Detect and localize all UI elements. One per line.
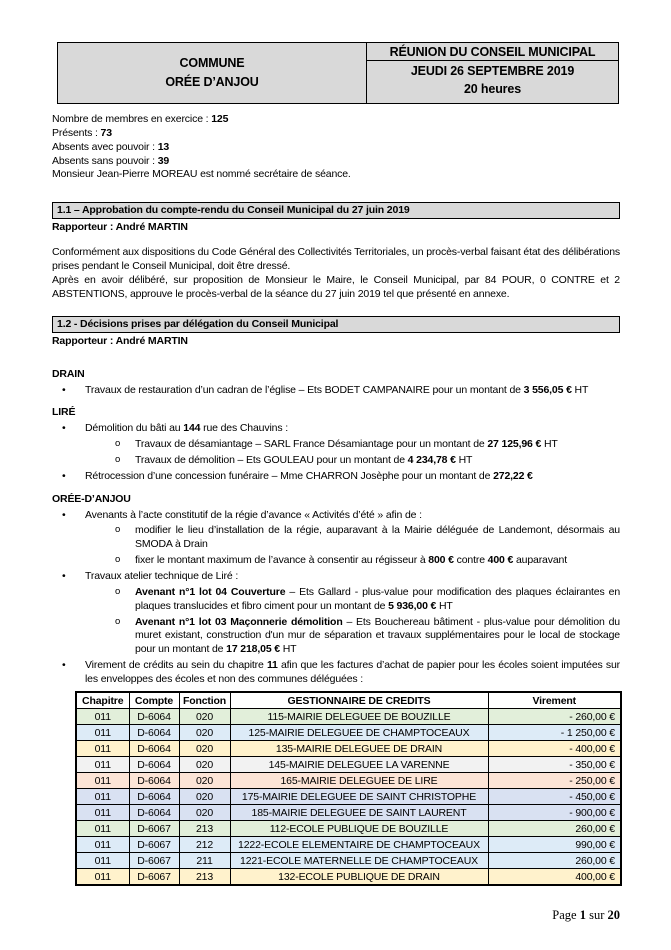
sub-bullet-item <box>52 554 620 568</box>
text-segment: fixer le montant maximum de l’avance à consentir au régisseur à <box>135 554 429 567</box>
text-segment: contre <box>453 554 488 567</box>
table-cell: 400,00 € <box>488 869 621 885</box>
text-segment: HT <box>436 599 453 612</box>
text-segment: Travaux de restauration d’un cadran de l’église – Ets BODET CAMPANAIRE pour un montant de <box>85 383 524 396</box>
text-segment: HT <box>571 383 589 396</box>
text-segment: afin que les factures d’achat de papier pour les écoles soient imputées sur les enveloppes des écoles et non des communes déléguées : <box>85 659 620 686</box>
table-cell: 011 <box>76 757 129 773</box>
table-cell: 990,00 € <box>488 837 621 853</box>
text-segment: rue des Chauvins : <box>200 422 288 435</box>
section-1-2-rapporteur: Rapporteur : André MARTIN <box>52 334 188 347</box>
sub-bullet-item <box>52 616 620 658</box>
text-segment: Présents : <box>52 126 101 139</box>
bullet-item <box>52 384 620 398</box>
bullet-marker: • <box>62 570 66 583</box>
bullet-text <box>135 586 620 614</box>
bullet-marker: o <box>115 454 121 466</box>
table-cell: 115-MAIRIE DELEGUEE DE BOUZILLE <box>230 709 488 725</box>
table-cell: 011 <box>76 805 129 821</box>
bullet-marker: o <box>115 438 121 450</box>
bullet-text <box>135 454 620 468</box>
bullet-item <box>52 570 620 584</box>
document-header <box>57 42 619 104</box>
table-row <box>76 725 621 741</box>
column-header: Virement <box>488 692 621 709</box>
table-cell: D-6067 <box>129 837 179 853</box>
text-bold-segment: 20 <box>607 908 620 922</box>
table-cell: 1222-ECOLE ELEMENTAIRE DE CHAMPTOCEAUX <box>230 837 488 853</box>
table-cell: 212 <box>179 837 230 853</box>
table-row <box>76 869 621 885</box>
text-bold-segment: Avenant n°1 lot 03 Maçonnerie démolition <box>135 615 343 628</box>
text-bold-segment: 73 <box>100 126 112 139</box>
text-segment: Travaux atelier technique de Liré : <box>85 570 239 583</box>
text-bold-segment: 11 <box>266 659 278 672</box>
bullet-marker: • <box>62 383 66 396</box>
attendance-block <box>52 113 620 182</box>
sub-bullet-item <box>52 454 620 468</box>
column-header: Chapitre <box>76 692 129 709</box>
table-row <box>76 805 621 821</box>
table-cell: D-6064 <box>129 773 179 789</box>
text-segment: Rétrocession d’une concession funéraire – Mme CHARRON Josèphe pour un montant de <box>85 469 494 482</box>
table-cell: - 250,00 € <box>488 773 621 789</box>
bullet-text <box>135 616 620 658</box>
section-1-1-title: 1.1 – Approbation du compte-rendu du Conseil Municipal du 27 juin 2019 <box>52 202 620 219</box>
text-segment: Nombre de membres en exercice : <box>52 113 212 125</box>
meeting-date: JEUDI 26 SEPTEMBRE 2019 <box>410 64 575 78</box>
meeting-time: 20 heures <box>463 82 522 97</box>
commune-group-heading: LIRÉ <box>52 406 76 419</box>
table-cell: D-6064 <box>129 789 179 805</box>
table-cell: - 350,00 € <box>488 757 621 773</box>
table-cell: 011 <box>76 725 129 741</box>
credits-table <box>75 691 622 886</box>
bullet-item <box>52 422 620 436</box>
meeting-header-box <box>367 42 619 104</box>
table-cell: D-6067 <box>129 869 179 885</box>
bullet-item <box>52 659 620 687</box>
table-cell: 1221-ECOLE MATERNELLE DE CHAMPTOCEAUX <box>230 853 488 869</box>
page-number <box>552 908 620 923</box>
bullet-text <box>135 438 620 452</box>
table-cell: 020 <box>179 773 230 789</box>
text-segment: Virement de crédits au sein du chapitre <box>85 659 267 672</box>
bullet-text <box>85 470 620 484</box>
table-cell: 020 <box>179 725 230 741</box>
bullet-text <box>85 659 620 687</box>
column-header: GESTIONNAIRE DE CREDITS <box>230 692 488 709</box>
sub-bullet-item <box>52 438 620 452</box>
text-bold-segment: 5 936,00 € <box>388 599 437 612</box>
text-segment: HT <box>541 438 558 451</box>
table-row <box>76 757 621 773</box>
table-row <box>76 837 621 853</box>
commune-label: COMMUNE <box>179 56 245 71</box>
table-cell: - 450,00 € <box>488 789 621 805</box>
text-bold-segment: Avenant n°1 lot 04 Couverture <box>135 585 286 598</box>
table-cell: 112-ECOLE PUBLIQUE DE BOUZILLE <box>230 821 488 837</box>
meeting-datetime <box>367 61 618 103</box>
column-header: Fonction <box>179 692 230 709</box>
bullet-marker: o <box>115 615 121 627</box>
commune-header-box <box>57 42 367 104</box>
text-segment: Absents sans pouvoir : <box>52 154 158 167</box>
bullet-marker: o <box>115 585 121 597</box>
table-cell: 145-MAIRIE DELEGUEE LA VARENNE <box>230 757 488 773</box>
section-1-2-title: 1.2 - Décisions prises par délégation du Conseil Municipal <box>52 316 620 333</box>
text-bold-segment: 400 € <box>487 554 514 567</box>
table-row <box>76 773 621 789</box>
table-cell: 020 <box>179 789 230 805</box>
text-segment: Monsieur Jean-Pierre MOREAU est nommé secrétaire de séance. <box>52 168 351 181</box>
text-bold-segment: 39 <box>157 154 170 167</box>
sub-bullet-item <box>52 586 620 614</box>
text-segment: HT <box>455 454 473 467</box>
table-row <box>76 741 621 757</box>
table-cell: D-6064 <box>129 741 179 757</box>
text-segment: – Ets Bouchereau bâtiment - plus-value pour démolition du muret existant, construction d'un mur de séparation et travaux supplémentaires pour le local de stockage pour un montant de <box>135 615 620 656</box>
text-bold-segment: 13 <box>157 140 170 153</box>
table-cell: 011 <box>76 709 129 725</box>
table-cell: 020 <box>179 709 230 725</box>
bullet-text <box>85 384 620 398</box>
table-cell: 132-ECOLE PUBLIQUE DE DRAIN <box>230 869 488 885</box>
bullet-marker: o <box>115 554 121 566</box>
table-cell: D-6067 <box>129 821 179 837</box>
commune-group-heading: DRAIN <box>52 367 85 380</box>
attendance-line <box>52 168 620 182</box>
text-segment: – Ets Gallard - plus-value pour modification des plaques éclairantes en plaques translucides et fibro ciment pour un montant de <box>135 585 621 612</box>
bullet-text <box>135 524 620 552</box>
table-cell: D-6067 <box>129 853 179 869</box>
table-cell: - 900,00 € <box>488 805 621 821</box>
attendance-line <box>52 127 620 141</box>
text-bold-segment: 144 <box>183 422 201 435</box>
text-segment: Démolition du bâti au <box>85 422 184 435</box>
table-cell: 011 <box>76 789 129 805</box>
bullet-item <box>52 470 620 484</box>
table-cell: 175-MAIRIE DELEGUEE DE SAINT CHRISTOPHE <box>230 789 488 805</box>
text-segment: Page <box>552 908 580 922</box>
table-cell: 135-MAIRIE DELEGUEE DE DRAIN <box>230 741 488 757</box>
text-bold-segment: 17 218,05 € <box>226 643 280 656</box>
table-cell: D-6064 <box>129 805 179 821</box>
table-cell: 260,00 € <box>488 853 621 869</box>
section-1-1-body <box>52 246 620 301</box>
table-cell: 011 <box>76 773 129 789</box>
commune-name: ORÉE D’ANJOU <box>165 75 259 89</box>
table-cell: D-6064 <box>129 757 179 773</box>
section-1-1-rapporteur: Rapporteur : André MARTIN <box>52 221 188 234</box>
table-cell: D-6064 <box>129 709 179 725</box>
table-row <box>76 789 621 805</box>
text-bold-segment: 800 € <box>428 554 454 567</box>
table-cell: 011 <box>76 741 129 757</box>
text-bold-segment: 4 234,78 € <box>407 454 456 467</box>
text-bold-segment: 1 <box>579 908 586 922</box>
attendance-line <box>52 113 620 127</box>
bullet-marker: • <box>62 422 66 435</box>
commune-group-heading: ORÉE-D’ANJOU <box>52 492 131 505</box>
text-segment: auparavant <box>513 554 567 567</box>
table-cell: 011 <box>76 821 129 837</box>
bullet-text <box>135 554 620 568</box>
table-cell: 020 <box>179 805 230 821</box>
bullet-marker: • <box>62 508 66 521</box>
text-bold-segment: 125 <box>211 113 229 125</box>
bullet-marker: • <box>62 659 66 672</box>
table-cell: 213 <box>179 869 230 885</box>
table-cell: 211 <box>179 853 230 869</box>
bullet-text <box>85 509 620 523</box>
paragraph: Après en avoir délibéré, sur proposition de Monsieur le Maire, le Conseil Municipal, par 84 POUR, 0 CONTRE et 2 ABSTENTIONS, approuve le procès-verbal de la séance du 27 juin 2019 tel que présenté en annexe. <box>52 274 620 300</box>
table-row <box>76 821 621 837</box>
bullet-text <box>85 570 620 584</box>
text-bold-segment: 27 125,96 € <box>487 438 542 451</box>
text-segment: Absents avec pouvoir : <box>52 140 158 153</box>
text-segment: Travaux de démolition – Ets GOULEAU pour un montant de <box>135 454 408 467</box>
table-cell: 020 <box>179 741 230 757</box>
text-segment: Avenants à l’acte constitutif de la régie d’avance « Activités d’été » afin de : <box>85 508 422 521</box>
attendance-line <box>52 141 620 155</box>
column-header: Compte <box>129 692 179 709</box>
text-bold-segment: 3 556,05 € <box>523 383 572 396</box>
table-cell: D-6064 <box>129 725 179 741</box>
table-cell: 260,00 € <box>488 821 621 837</box>
table-cell: 011 <box>76 837 129 853</box>
table-cell: - 400,00 € <box>488 741 621 757</box>
meeting-title: RÉUNION DU CONSEIL MUNICIPAL <box>367 43 618 61</box>
table-row <box>76 853 621 869</box>
table-cell: 020 <box>179 757 230 773</box>
table-cell: - 1 250,00 € <box>488 725 621 741</box>
text-bold-segment: 272,22 € <box>493 469 533 482</box>
decisions-list <box>52 368 620 687</box>
table-cell: 011 <box>76 869 129 885</box>
bullet-marker: • <box>62 469 66 482</box>
table-cell: 125-MAIRIE DELEGUEE DE CHAMPTOCEAUX <box>230 725 488 741</box>
paragraph: Conformément aux dispositions du Code Général des Collectivités Territoriales, un procès-verbal faisant état des délibérations prises pendant le Conseil Municipal, doit être dressé. <box>52 246 620 273</box>
table-row <box>76 709 621 725</box>
table-cell: 011 <box>76 853 129 869</box>
attendance-line <box>52 155 620 169</box>
text-segment: sur <box>585 908 608 922</box>
text-segment: Travaux de désamiantage – SARL France Désamiantage pour un montant de <box>135 438 488 451</box>
text-segment: HT <box>279 643 297 656</box>
bullet-marker: o <box>115 524 121 536</box>
bullet-text <box>85 422 620 436</box>
sub-bullet-item <box>52 524 620 552</box>
table-cell: - 260,00 € <box>488 709 621 725</box>
table-cell: 185-MAIRIE DELEGUEE DE SAINT LAURENT <box>230 805 488 821</box>
table-cell: 213 <box>179 821 230 837</box>
bullet-item <box>52 509 620 523</box>
table-header-row <box>76 692 621 709</box>
text-segment: modifier le lieu d’installation de la régie, auparavant à la Mairie déléguée de Landemont, désormais au SMODA à Drain <box>135 524 620 551</box>
table-cell: 165-MAIRIE DELEGUEE DE LIRE <box>230 773 488 789</box>
